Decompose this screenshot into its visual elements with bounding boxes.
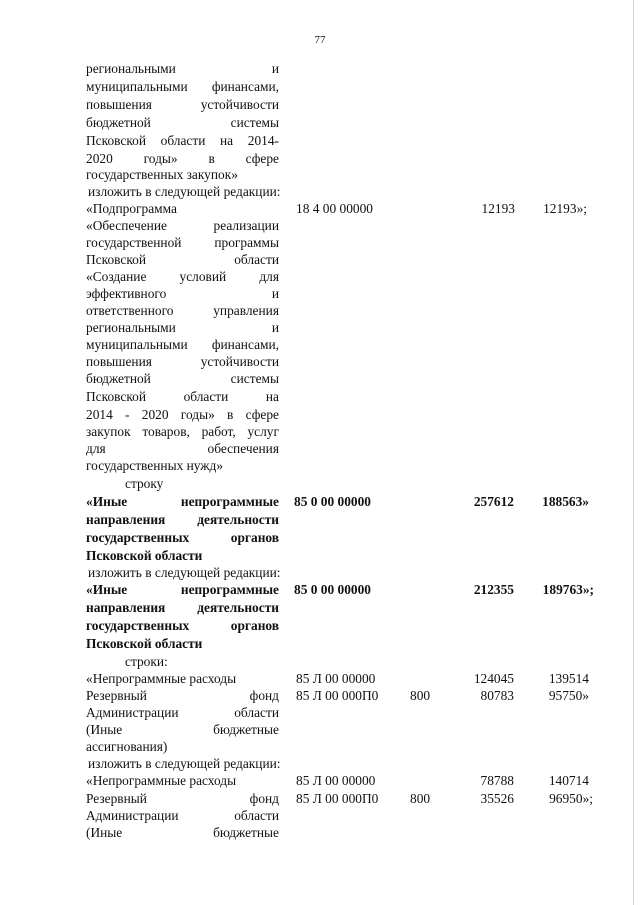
new-reserve-value-2: 96950»;: [549, 791, 593, 806]
text-line: повышения устойчивости: [86, 97, 279, 112]
text-line: государственных закупок»: [86, 167, 238, 182]
new-reserve-line: Резервный фонд: [86, 791, 279, 806]
old-reserve-line: Резервный фонд: [86, 688, 279, 703]
old-reserve-line: (Иные бюджетные: [86, 722, 279, 737]
other-old-value-2: 188563»: [542, 494, 589, 509]
text-line: бюджетной системы: [86, 115, 279, 130]
subprogram-code: 18 4 00 00000: [296, 201, 373, 216]
other-old-line: направления деятельности: [86, 512, 279, 527]
subprogram-line: Псковской области: [86, 252, 279, 267]
subprogram-line: муниципальными финансами,: [86, 337, 279, 352]
text-line: Псковской области на 2014-: [86, 133, 279, 148]
old-reserve-line: ассигнования): [86, 739, 168, 754]
other-new-code: 85 0 00 00000: [294, 582, 371, 597]
new-reserve-line: Администрации области: [86, 808, 279, 823]
subprogram-line: бюджетной системы: [86, 371, 279, 386]
other-new-line: Псковской области: [86, 636, 203, 651]
new-nonprogram-value-1: 78788: [480, 773, 514, 788]
old-reserve-value-1: 80783: [480, 688, 514, 703]
old-nonprogram-label: «Непрограммные расходы: [86, 671, 237, 686]
redaction-note: изложить в следующей редакции:: [88, 565, 281, 580]
redaction-note: изложить в следующей редакции:: [88, 756, 281, 771]
subprogram-line: повышения устойчивости: [86, 354, 279, 369]
subprogram-line: Псковской области на: [86, 389, 279, 404]
subprogram-line: ответственного управления: [86, 303, 279, 318]
other-old-line: «Иные непрограммные: [86, 494, 279, 509]
text-line: 2020 годы» в сфере: [86, 151, 279, 166]
subprogram-line: 2014 - 2020 годы» в сфере: [86, 407, 279, 422]
new-nonprogram-label: «Непрограммные расходы: [86, 773, 237, 788]
old-nonprogram-value-2: 139514: [548, 671, 589, 686]
old-reserve-code: 85 Л 00 000П0: [296, 688, 379, 703]
text-line: региональными и: [86, 61, 279, 76]
new-reserve-vr: 800: [410, 791, 431, 806]
other-old-code: 85 0 00 00000: [294, 494, 371, 509]
subprogram-line: закупок товаров, работ, услуг: [86, 424, 279, 439]
other-new-value-2: 189763»;: [542, 582, 594, 597]
subprogram-line: «Создание условий для: [86, 269, 279, 284]
subprogram-line: «Подпрограмма: [86, 201, 177, 216]
text-line: муниципальными финансами,: [86, 79, 279, 94]
subprogram-line: «Обеспечение реализации: [86, 218, 279, 233]
new-nonprogram-code: 85 Л 00 00000: [296, 773, 376, 788]
old-nonprogram-value-1: 124045: [473, 671, 514, 686]
other-old-line: Псковской области: [86, 548, 203, 563]
subprogram-line: государственной программы: [86, 235, 279, 250]
other-new-line: государственных органов: [86, 618, 279, 633]
old-reserve-line: Администрации области: [86, 705, 279, 720]
subprogram-line: для обеспечения: [86, 441, 279, 456]
subprogram-line: региональными и: [86, 320, 279, 335]
redaction-note: изложить в следующей редакции:: [88, 184, 281, 199]
subprogram-line: эффективного и: [86, 286, 279, 301]
other-old-value-1: 257612: [473, 494, 514, 509]
subprogram-value-2: 12193»;: [543, 201, 587, 216]
scan-edge-line: [633, 0, 634, 905]
other-old-line: государственных органов: [86, 530, 279, 545]
subprogram-line: государственных нужд»: [86, 458, 224, 473]
other-new-line: «Иные непрограммные: [86, 582, 279, 597]
old-reserve-value-2: 95750»: [548, 688, 589, 703]
new-reserve-value-1: 35526: [480, 791, 514, 806]
stroku-label: строку: [125, 476, 164, 491]
old-nonprogram-code: 85 Л 00 00000: [296, 671, 376, 686]
other-new-line: направления деятельности: [86, 600, 279, 615]
new-reserve-code: 85 Л 00 000П0: [296, 791, 379, 806]
old-reserve-vr: 800: [410, 688, 431, 703]
stroki-label: строки:: [125, 654, 168, 669]
subprogram-value-1: 12193: [481, 201, 515, 216]
page-number: 77: [314, 34, 326, 46]
new-nonprogram-value-2: 140714: [548, 773, 589, 788]
other-new-value-1: 212355: [473, 582, 514, 597]
new-reserve-line: (Иные бюджетные: [86, 825, 279, 840]
